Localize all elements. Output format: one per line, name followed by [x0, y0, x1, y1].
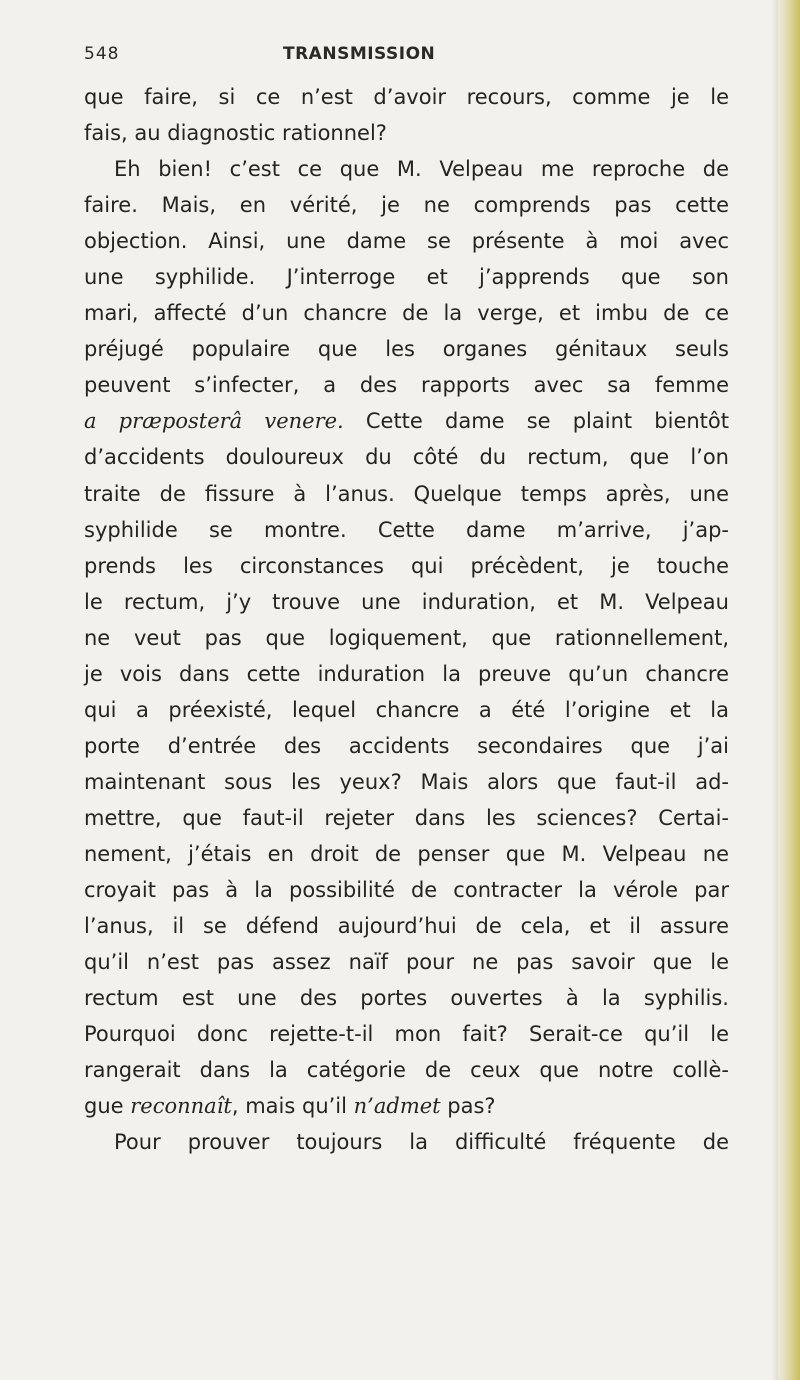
text-line: peuvent s’infecter, a des rapports avec sa femme — [84, 373, 729, 398]
text-line: fais, au diagnostic rationnel? — [84, 121, 387, 146]
text-line: maintenant sous les yeux? Mais alors que faut-il ad- — [84, 769, 729, 794]
emphasis: n’admet — [353, 1094, 441, 1119]
text-line: faire. Mais, en vérité, je ne comprends pas cette — [84, 193, 729, 218]
page-header — [0, 44, 760, 74]
text-line: objection. Ainsi, une dame se présente à moi avec — [84, 229, 729, 254]
text-line: Pourquoi donc rejette-t-il mon fait? Serait-ce qu’il le — [84, 1022, 729, 1047]
text-line: Pour prouver toujours la difficulté fréquente de — [114, 1130, 729, 1155]
page-number: 548 — [84, 44, 120, 64]
text-line: Eh bien! c’est ce que M. Velpeau me reproche de — [114, 157, 729, 182]
emphasis: reconnaît — [130, 1094, 232, 1119]
text-line: je vois dans cette induration la preuve qu’un chancre — [84, 661, 729, 686]
text-segment: Cette dame se plaint bientôt — [343, 409, 730, 434]
latin-phrase: a præposterâ venere. — [84, 409, 344, 434]
text-line: rectum est une des portes ouvertes à la syphilis. — [84, 986, 729, 1011]
text-segment: gue — [84, 1094, 131, 1119]
running-head: TRANSMISSION — [283, 44, 436, 64]
text-line: l’anus, il se défend aujourd’hui de cela, et il assure — [84, 914, 729, 939]
text-line: prends les circonstances qui précèdent, je touche — [84, 553, 729, 578]
text-line: une syphilide. J’interroge et j’apprends que son — [84, 265, 729, 290]
text-line — [84, 1088, 729, 1124]
text-line: croyait pas à la possibilité de contracter la vérole par — [84, 878, 729, 903]
text-line: d’accidents douloureux du côté du rectum, que l’on — [84, 445, 729, 470]
text-line: rangerait dans la catégorie de ceux que notre collè- — [84, 1058, 729, 1083]
text-line: porte d’entrée des accidents secondaires que j’ai — [84, 733, 729, 758]
text-line — [84, 403, 729, 439]
text-line: qui a préexisté, lequel chancre a été l’origine et la — [84, 697, 729, 722]
text-line: que faire, si ce n’est d’avoir recours, comme je le — [84, 85, 729, 109]
text-line: traite de fissure à l’anus. Quelque temps après, une — [84, 481, 729, 506]
text-line: ne veut pas que logiquement, que rationnellement, — [84, 625, 729, 650]
text-line: mari, affecté d’un chancre de la verge, et imbu de ce — [84, 301, 729, 326]
text-line: syphilide se montre. Cette dame m’arrive, j’ap- — [84, 517, 729, 542]
text-line: nement, j’étais en droit de penser que M. Velpeau ne — [84, 841, 729, 866]
text-segment: , mais qu’il — [231, 1094, 354, 1119]
page-edge-shadow — [770, 0, 778, 1380]
text-line: mettre, que faut-il rejeter dans les sciences? Certai- — [84, 805, 729, 830]
text-segment: pas? — [440, 1094, 496, 1119]
text-line: le rectum, j’y trouve une induration, et M. Velpeau — [84, 589, 729, 614]
text-line: préjugé populaire que les organes génitaux seuls — [84, 337, 729, 362]
text-line: qu’il n’est pas assez naïf pour ne pas savoir que le — [84, 950, 729, 975]
body-text — [84, 79, 729, 1160]
